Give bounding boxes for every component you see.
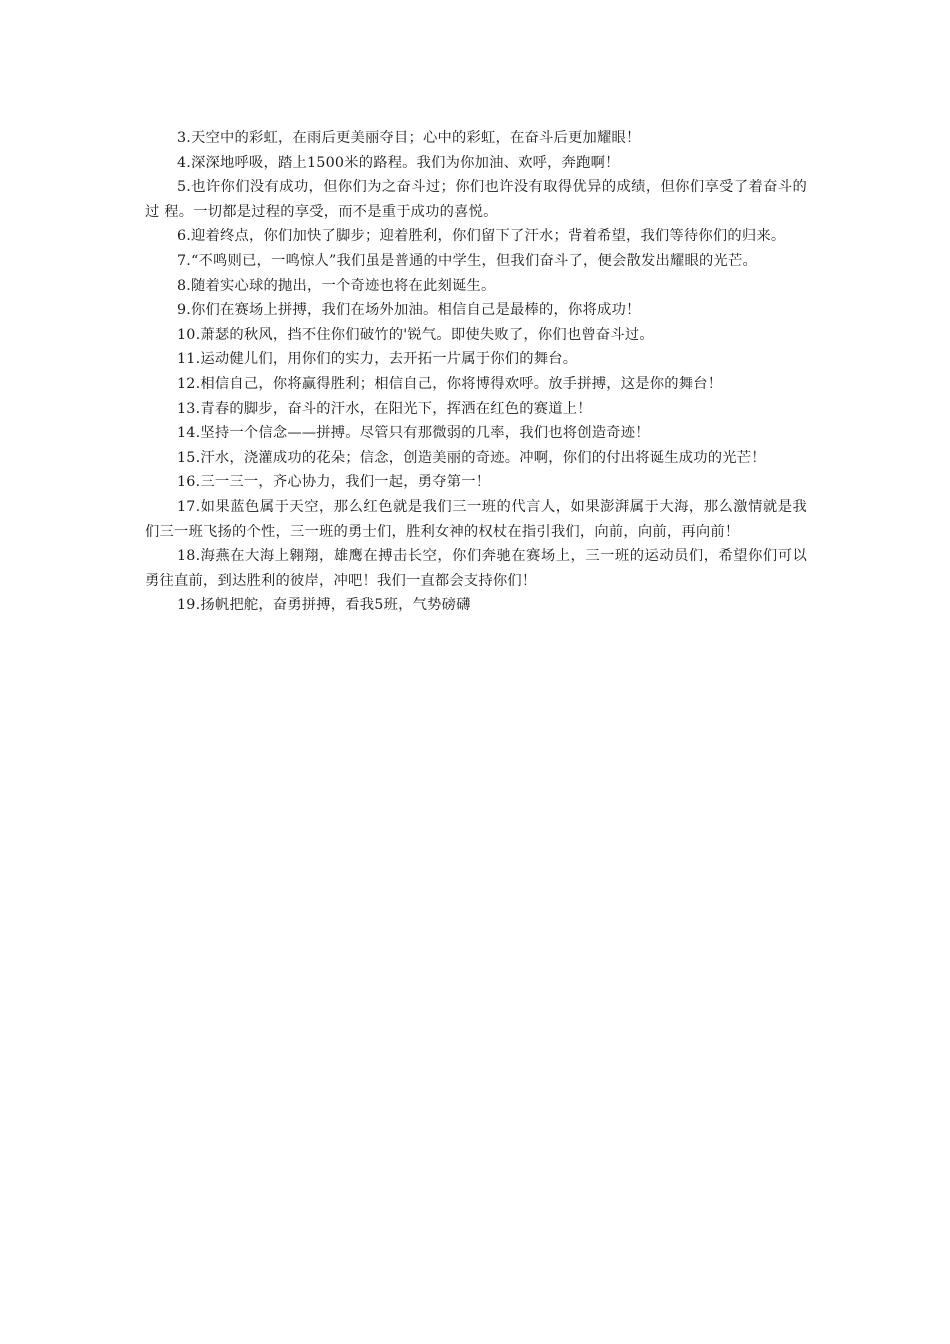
- paragraph-12: 12.相信自己，你将赢得胜利；相信自己，你将博得欢呼。放手拼搏，这是你的舞台！: [177, 375, 723, 392]
- paragraph-10: 10.萧瑟的秋风，挡不住你们破竹的'锐气。即使失败了，你们也曾奋斗过。: [177, 326, 654, 343]
- paragraph-15: 15.汗水，浇灌成功的花朵；信念，创造美丽的奇迹。冲啊，你们的付出将诞生成功的光芒！: [177, 449, 766, 466]
- paragraph-4: 4.深深地呼吸，踏上1500米的路程。我们为你加油、欢呼，奔跑啊！: [177, 154, 620, 171]
- paragraph-11: 11.运动健儿们，用你们的实力，去开拓一片属于你们的舞台。: [177, 351, 578, 368]
- paragraph-6: 6.迎着终点，你们加快了脚步；迎着胜利，你们留下了汗水；背着希望，我们等待你们的归来。: [177, 228, 786, 245]
- paragraph-13: 13.青春的脚步，奋斗的汗水，在阳光下，挥洒在红色的赛道上！: [177, 400, 592, 417]
- paragraph-19: 19.扬帆把舵，奋勇拼搏，看我5班，气势磅礴: [177, 597, 471, 614]
- paragraph-17: 17.如果蓝色属于天空，那么红色就是我们三一班的代言人，如果澎湃属于大海，那么激情就是我们三一班飞扬的个性，三一班的勇士们，胜利女神的权杖在指引我们，向前，向前，再向前！: [145, 498, 807, 540]
- paragraph-18: 18.海燕在大海上翱翔，雄鹰在搏击长空，你们奔驰在赛场上，三一班的运动员们，希望你们可以勇往直前，到达胜利的彼岸，冲吧！我们一直都会支持你们！: [145, 548, 807, 589]
- paragraph-16: 16.三一三一，齐心协力，我们一起，勇夺第一！: [177, 474, 491, 491]
- document-body: [145, 126, 807, 618]
- paragraph-8: 8.随着实心球的抛出，一个奇迹也将在此刻诞生。: [177, 277, 496, 294]
- paragraph-9: 9.你们在赛场上拼搏，我们在场外加油。相信自己是最棒的，你将成功！: [177, 302, 641, 319]
- paragraph-3: 3.天空中的彩虹，在雨后更美丽夺目；心中的彩虹，在奋斗后更加耀眼！: [177, 130, 641, 146]
- paragraph-5: 5.也许你们没有成功，但你们为之奋斗过；你们也许没有取得优异的成绩，但你们享受了着奋斗的过 程。一切都是过程的享受，而不是重于成功的喜悦。: [145, 179, 807, 220]
- paragraph-7: 7.“不鸣则已，一鸣惊人”我们虽是普通的中学生，但我们奋斗了，便会散发出耀眼的光芒。: [177, 252, 757, 269]
- paragraph-14: 14.坚持一个信念——拼搏。尽管只有那微弱的几率，我们也将创造奇迹！: [177, 425, 650, 442]
